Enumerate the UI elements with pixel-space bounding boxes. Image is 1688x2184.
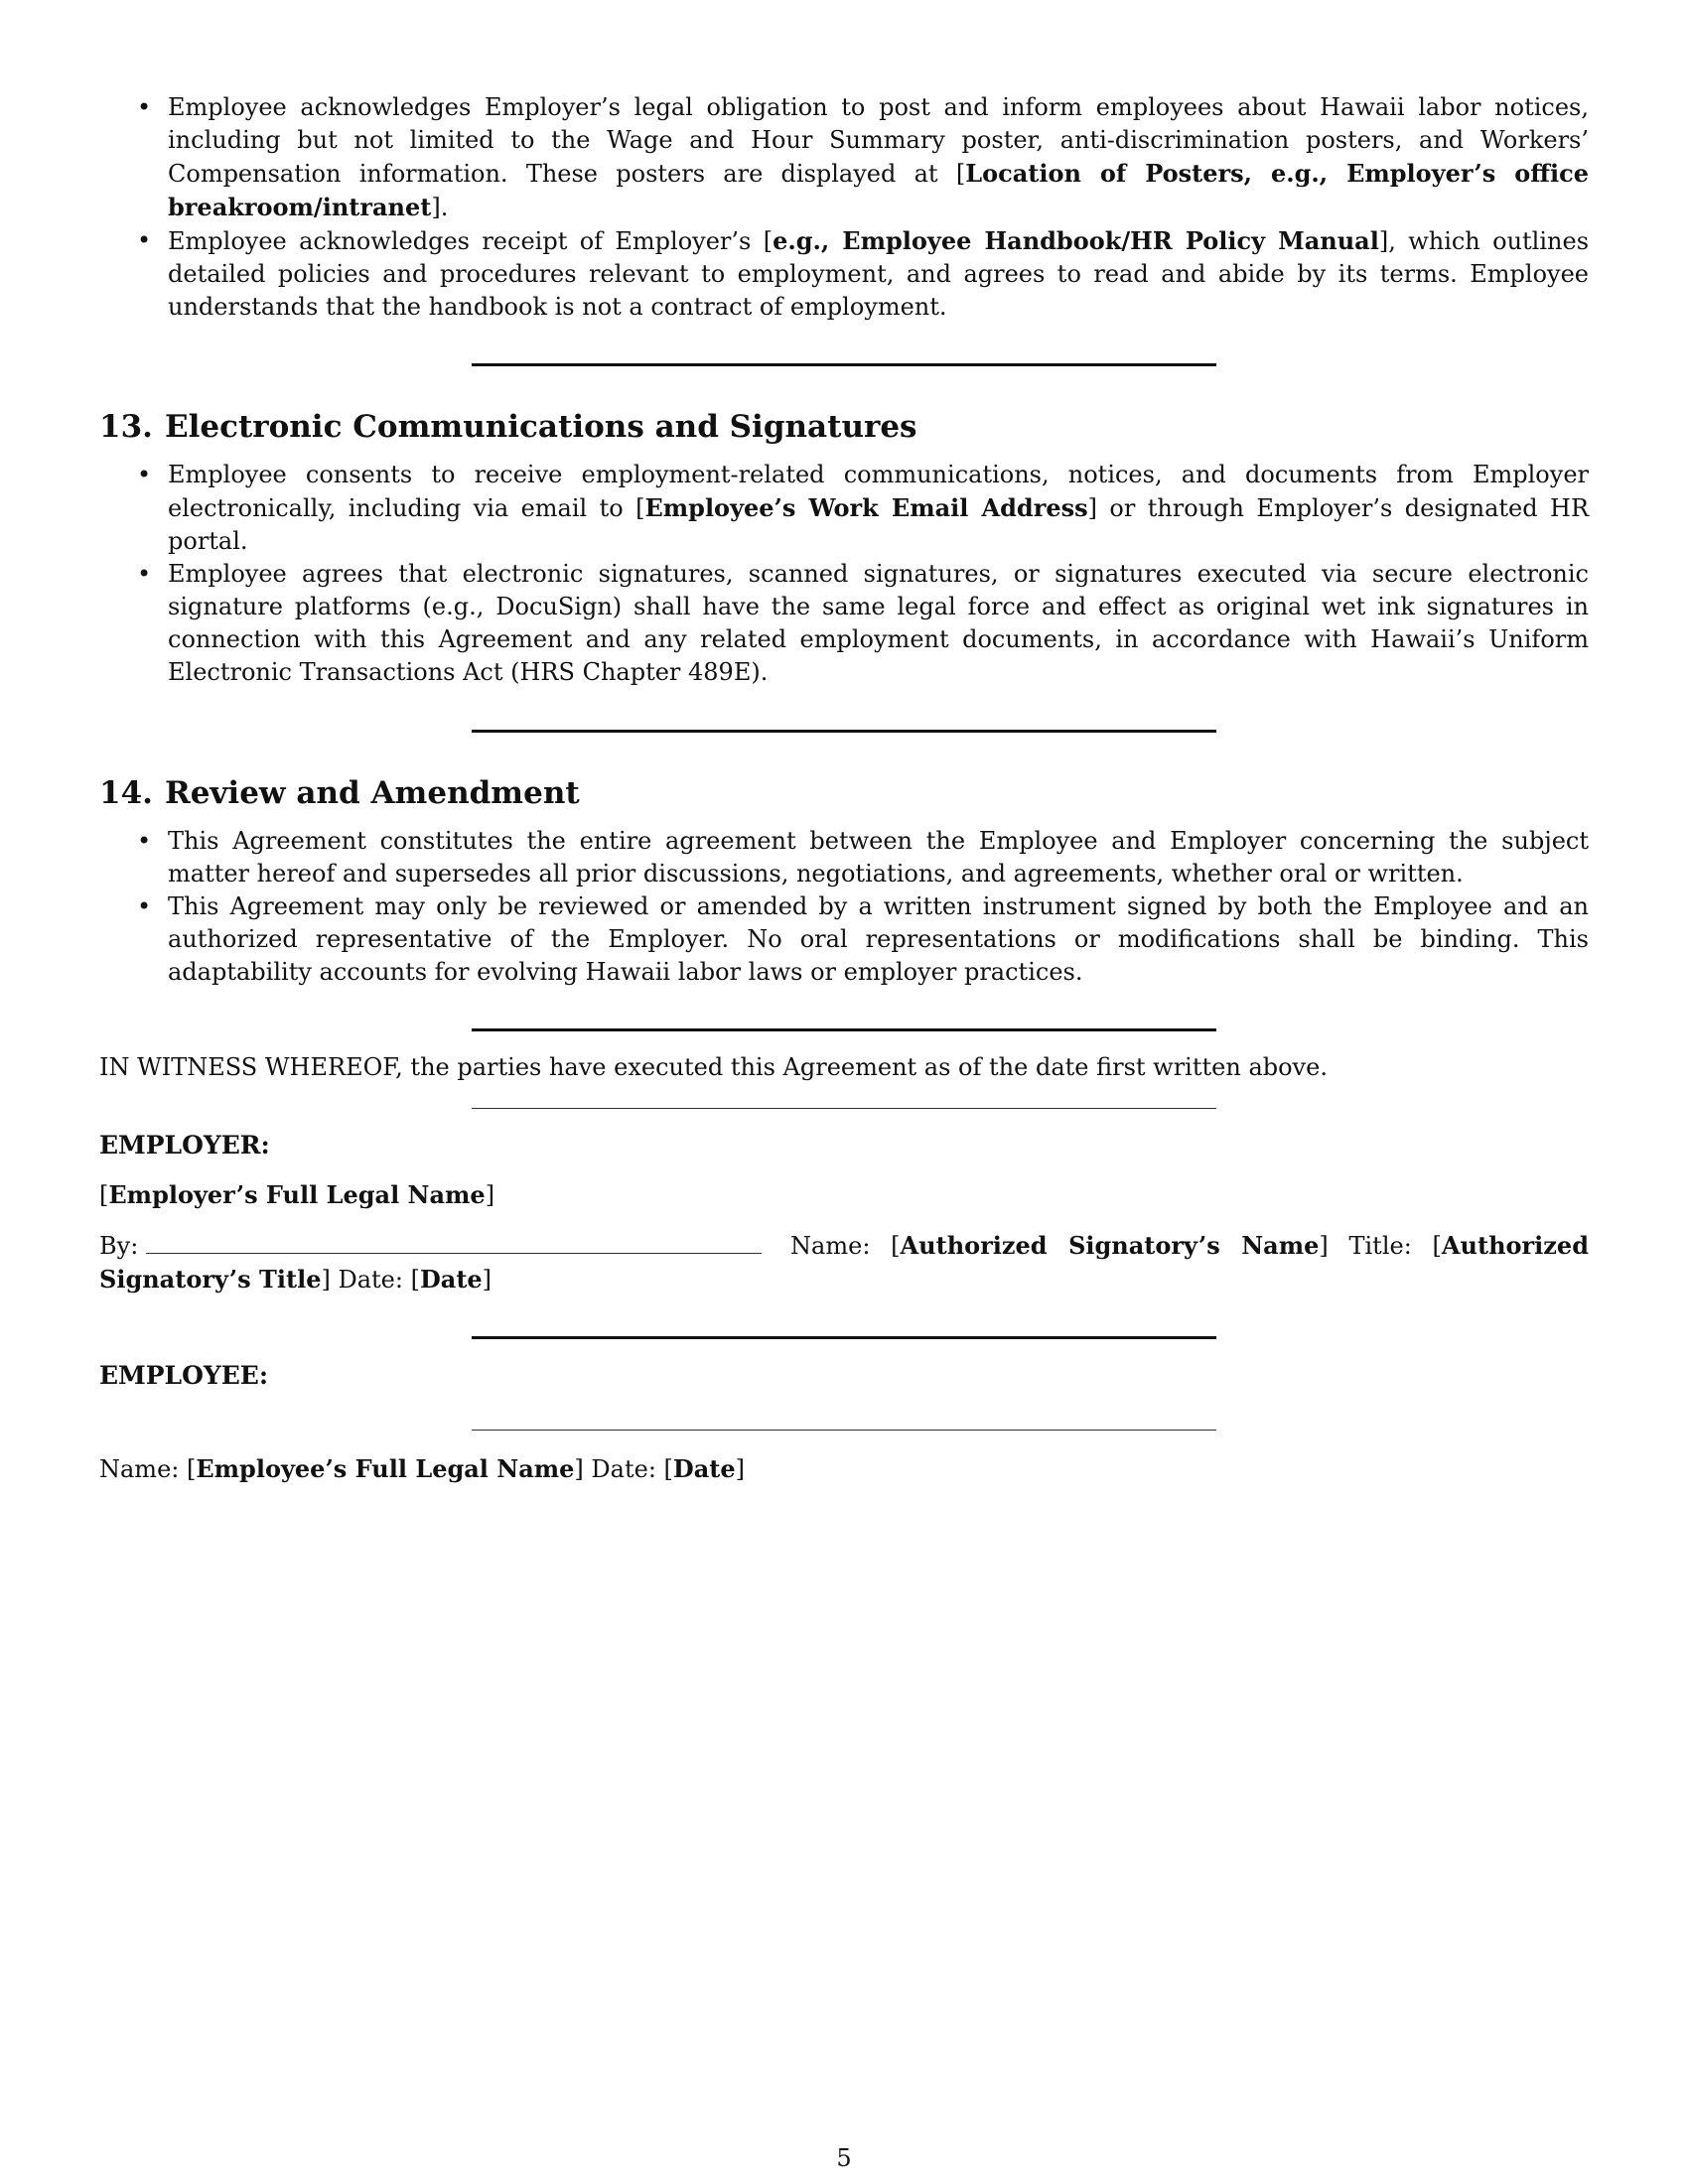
section-13-list: [99, 459, 1589, 689]
date-label: Date:: [591, 1455, 656, 1483]
employee-label: EMPLOYEE:: [99, 1361, 269, 1390]
witness-clause: IN WITNESS WHEREOF, the parties have executed this Agreement as of the date first written above.: [99, 1053, 1328, 1081]
list-item: [99, 459, 1589, 558]
item-text: Employee agrees that electronic signatures, scanned signatures, or signatures executed via secure electronic signature platforms (e.g., DocuSign) shall have the same legal force and effect as original wet ink signatures in connection with this Agreement and any related employment documents, in accordance with Hawaii’s Uniform Electronic Transactions Act (HRS Chapter 489E).: [168, 560, 1589, 686]
placeholder-handbook: e.g., Employee Handbook/HR Policy Manual: [773, 226, 1379, 255]
document-page: [99, 91, 1589, 1486]
placeholder-work-email: Employee’s Work Email Address: [644, 493, 1088, 522]
by-label: By:: [99, 1232, 139, 1260]
page-number: 5: [836, 2144, 852, 2172]
list-item: • This Agreement constitutes the entire agreement between the Employee and Employer concerning the subject matter hereof and supersedes all prior discussions, negotiations, and agreements, whether oral or written.: [99, 825, 1589, 890]
section-number: 13.: [99, 409, 153, 445]
employee-signature-block: Name: [Employee’s Full Legal Name] Date: [Date]: [99, 1454, 745, 1483]
employer-legal-name: [Employer’s Full Legal Name]: [99, 1180, 495, 1209]
section-number: 14.: [99, 775, 153, 811]
name-label: Name:: [99, 1455, 180, 1483]
placeholder-date: Date: [672, 1454, 736, 1483]
list-item: [99, 91, 1589, 224]
section-12-list: [99, 91, 1589, 324]
employer-signature-block: By: Name: [Authorized Signatory’s Name] Title: [Authorized Signatory’s Title] Date: [Date]: [99, 1231, 1589, 1294]
name-label: Name:: [790, 1232, 871, 1260]
placeholder-employer-name: Employer’s Full Legal Name: [108, 1180, 486, 1209]
section-13-heading: [99, 407, 1589, 447]
title-label: Title:: [1348, 1232, 1412, 1260]
item-text: ], which outlines detailed policies and procedures relevant to employment, and agrees to read and abide by its terms. Employee understands that the handbook is not a contract of employment.: [168, 227, 1590, 321]
item-text: ].: [431, 194, 449, 221]
section-title: Review and Amendment: [164, 775, 580, 811]
placeholder-date: Date: [419, 1265, 483, 1294]
placeholder-posters-location: Location of Posters, e.g., Employer’s office breakroom/intranet: [168, 159, 1589, 221]
section-14-heading: [99, 773, 1589, 813]
item-text: Employee consents to receive employment-related communications, notices, and documents from Employer electronically, including via email to [: [168, 461, 1589, 522]
placeholder-signatory-title: Authorized Signatory’s Title: [99, 1231, 1589, 1294]
section-14-list: [99, 825, 1589, 989]
item-text: ] or through Employer’s designated HR portal.: [168, 494, 1590, 555]
list-item: • This Agreement may only be reviewed or amended by a written instrument signed by both the Employee and an authorized representative of the Employer. No oral representations or modifications shall be binding. This adaptability accounts for evolving Hawaii labor laws or employer practices.: [99, 890, 1589, 989]
placeholder-signatory-name: Authorized Signatory’s Name: [900, 1231, 1320, 1260]
list-item: [99, 558, 1589, 689]
item-text: Employee acknowledges Employer’s legal obligation to post and inform employees about Hawaii labor notices, including but not limited to the Wage and Hour Summary poster, anti-discrimination posters, and Workers’ Compensation information. These posters are displayed at [: [168, 93, 1589, 188]
section-title: Electronic Communications and Signatures: [164, 409, 917, 445]
list-item: [99, 224, 1589, 324]
employer-label: EMPLOYER:: [99, 1131, 270, 1160]
placeholder-employee-name: Employee’s Full Legal Name: [196, 1454, 575, 1483]
item-text: Employee acknowledges receipt of Employer’s [: [168, 227, 774, 255]
employer-signature-line[interactable]: [146, 1229, 762, 1254]
date-label: Date:: [338, 1266, 403, 1294]
